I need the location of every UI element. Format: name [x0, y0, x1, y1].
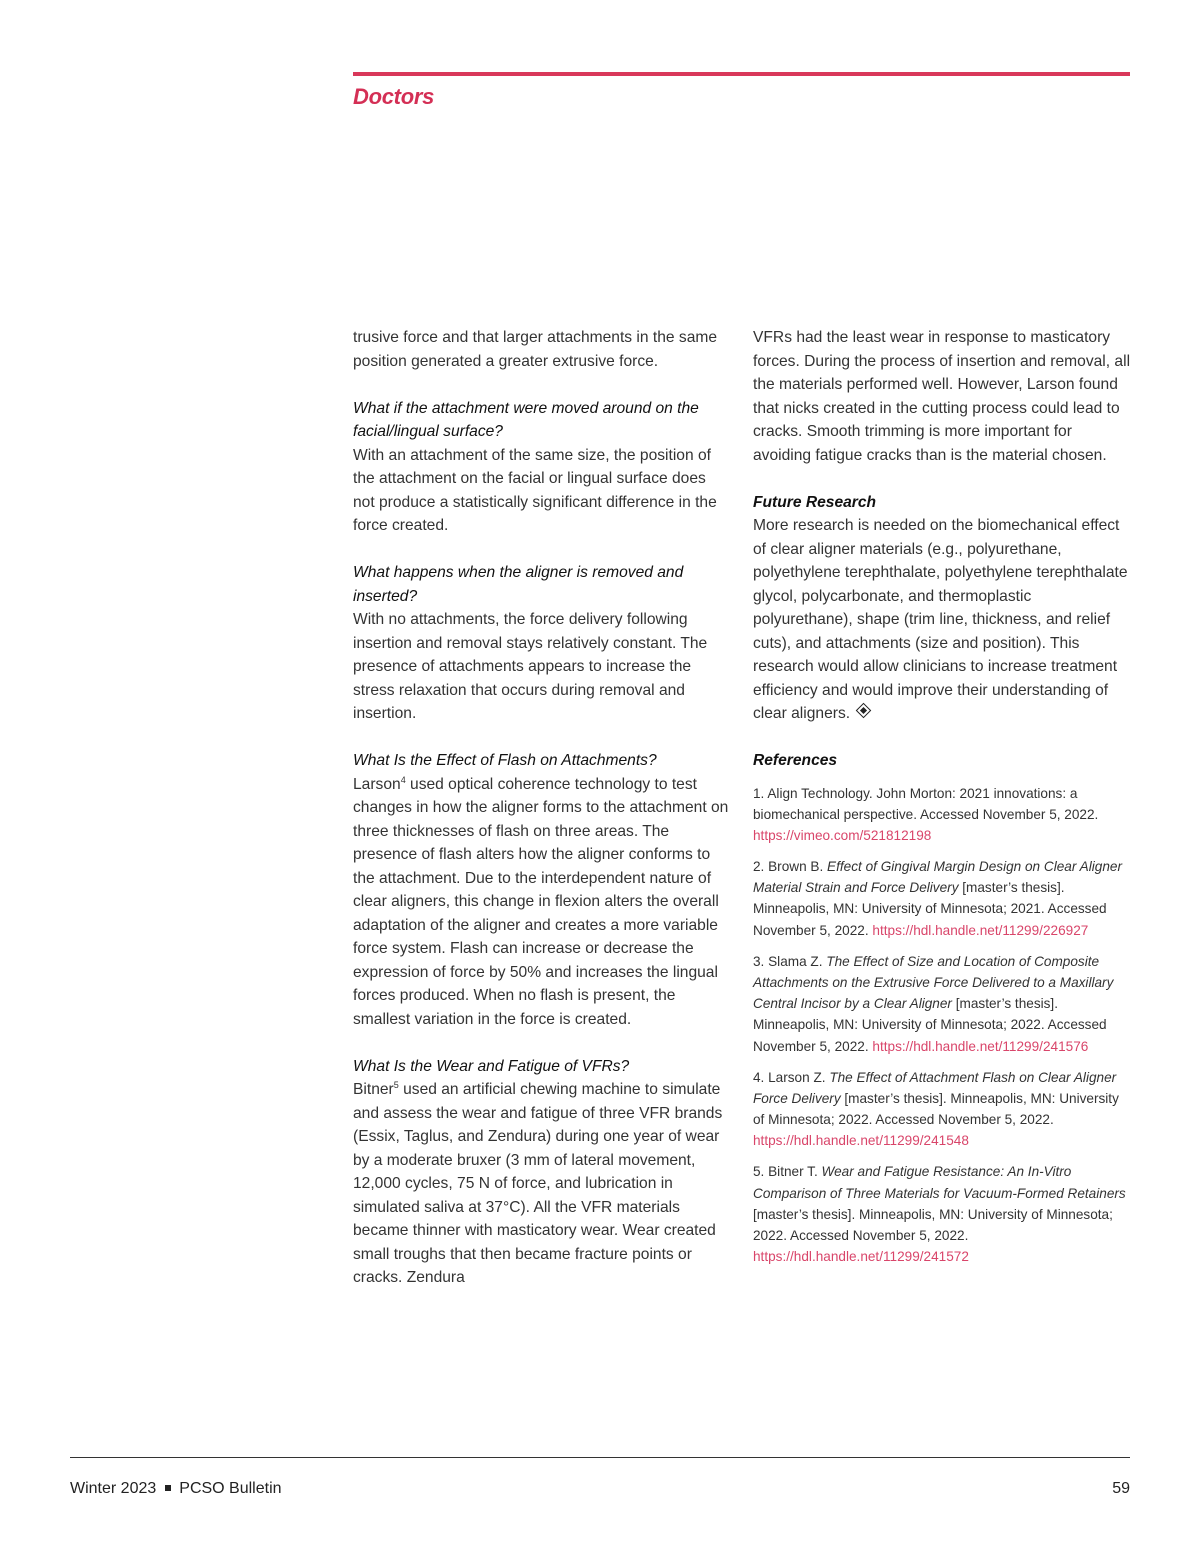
reference-title: The Effect of Attachment Flash on Clear Aligner Force Delivery: [753, 1069, 1117, 1106]
footer-publication: PCSO Bulletin: [179, 1480, 282, 1497]
reference-title: The Effect of Size and Location of Composite Attachments on the Extrusive Force Delivered to a Maxillary Central Incisor by a Clear Aligner: [753, 953, 1114, 1012]
reference-item: [753, 1161, 1133, 1267]
paragraph: VFRs had the least wear in response to masticatory forces. During the process of insertion and removal, all the materials performed well. However, Larson found that nicks created in the cutting process could lead to cracks. Smooth trimming is more important for avoiding fatigue cracks than is the material chosen.: [753, 329, 1131, 464]
reference-text: [master’s thesis]. Minneapolis, MN: University of Minnesota; 2022. Accessed November 5, 2022.: [753, 996, 1107, 1054]
reference-link[interactable]: https://vimeo.com/521812198: [753, 828, 932, 844]
references-heading: References: [753, 752, 838, 769]
page-number: 59: [1112, 1480, 1130, 1497]
reference-text: 1. Align Technology. John Morton: 2021 innovations: a biomechanical perspective. Accessed November 5, 2022.: [753, 785, 1099, 822]
reference-text: 4. Larson Z.: [753, 1069, 830, 1085]
reference-text: 3. Slama Z.: [753, 953, 827, 969]
question-heading: What if the attachment were moved around on the facial/lingual surface?: [353, 399, 699, 440]
footer-rule: [70, 1457, 1130, 1458]
footer-issue: [70, 1480, 282, 1498]
paragraph: [353, 1078, 731, 1290]
reference-text: 5. Bitner T.: [753, 1164, 822, 1180]
paragraph-text: used an artificial chewing machine to simulate and assess the wear and fatigue of three VFR brands (Essix, Taglus, and Zendura) during one year of wear by a moderate bruxer (3 mm of lateral movement, 12,000 cycles, 75 N of force, and lubrication in simulated saliva at 37°C). All the VFR materials became thinner with masticatory wear. Wear created small troughs that then became fracture points or cracks. Zendura: [353, 1081, 723, 1286]
reference-title: Effect of Gingival Margin Design on Clear Aligner Material Strain and Force Delivery: [753, 858, 1122, 896]
paragraph: With no attachments, the force delivery following insertion and removal stays relatively constant. The presence of attachments appears to increase the stress relaxation that occurs during removal and insertion.: [353, 611, 708, 722]
reference-item: [753, 856, 1133, 941]
question-heading: What happens when the aligner is removed and inserted?: [353, 564, 684, 605]
paragraph: trusive force and that larger attachments in the same position generated a greater extrusive force.: [353, 329, 718, 370]
left-column: [353, 326, 731, 1290]
footer-issue-date: Winter 2023: [70, 1480, 157, 1497]
question-heading: What Is the Wear and Fatigue of VFRs?: [353, 1057, 630, 1075]
author-name: Bitner: [353, 1081, 394, 1098]
author-name: Larson: [353, 775, 401, 793]
paragraph-text: used optical coherence technology to test changes in how the aligner forms to the attachment on three thicknesses of flash on three areas. The presence of flash alters how the aligner conforms to the attachment. Due to the interdependent nature of clear aligners, this change in flexion alters the overall adaptation of the aligner and creates a more variable force system. Flash can increase or decrease the expression of force by 50% and increases the lingual forces produced. When no flash is present, the smallest variation in the force is created.: [353, 775, 729, 1028]
future-research-heading: Future Research: [753, 493, 877, 511]
paragraph: [353, 773, 731, 1032]
citation-superscript: 4: [400, 774, 406, 785]
paragraph: [753, 514, 1133, 726]
top-accent-rule: [353, 72, 1130, 76]
section-title: Doctors: [353, 84, 435, 109]
reference-link[interactable]: https://hdl.handle.net/11299/226927: [872, 922, 1089, 938]
diamond-end-icon: [856, 703, 872, 719]
reference-text: [master’s thesis]. Minneapolis, MN: University of Minnesota; 2022. Accessed November 5, 2022.: [753, 1206, 1113, 1244]
citation-superscript: 5: [393, 1079, 399, 1090]
reference-link[interactable]: https://hdl.handle.net/11299/241576: [872, 1038, 1089, 1054]
paragraph-text: More research is needed on the biomechanical effect of clear aligner materials (e.g., polyurethane, polyethylene terephthalate, polyethylene terephthalate glycol, polycarbonate, and thermoplastic polyurethane), shape (trim line, thickness, and relief cuts), and attachments (size and position). This research would allow clinicians to increase treatment efficiency and would improve their understanding of clear aligners.: [753, 517, 1128, 722]
reference-item: [753, 951, 1133, 1057]
square-separator-icon: [165, 1485, 171, 1491]
reference-text: [master’s thesis]. Minneapolis, MN: University of Minnesota; 2021. Accessed November 5, 2022.: [753, 880, 1107, 938]
reference-item: [753, 1067, 1133, 1152]
question-heading: What Is the Effect of Flash on Attachments?: [353, 752, 657, 769]
reference-link[interactable]: https://hdl.handle.net/11299/241548: [753, 1133, 969, 1149]
reference-link[interactable]: https://hdl.handle.net/11299/241572: [753, 1249, 969, 1265]
right-column: [753, 326, 1133, 1277]
reference-title: Wear and Fatigue Resistance: An In-Vitro Comparison of Three Materials for Vacuum-Formed Retainers: [753, 1164, 1126, 1201]
paragraph: With an attachment of the same size, the position of the attachment on the facial or lingual surface does not produce a statistically significant difference in the force created.: [353, 446, 717, 534]
reference-item: [753, 783, 1133, 847]
references-list: [753, 783, 1133, 1268]
reference-text: 2. Brown B.: [753, 858, 828, 874]
reference-text: [master’s thesis]. Minneapolis, MN: University of Minnesota; 2022. Accessed November 5, 2022.: [753, 1090, 1119, 1128]
